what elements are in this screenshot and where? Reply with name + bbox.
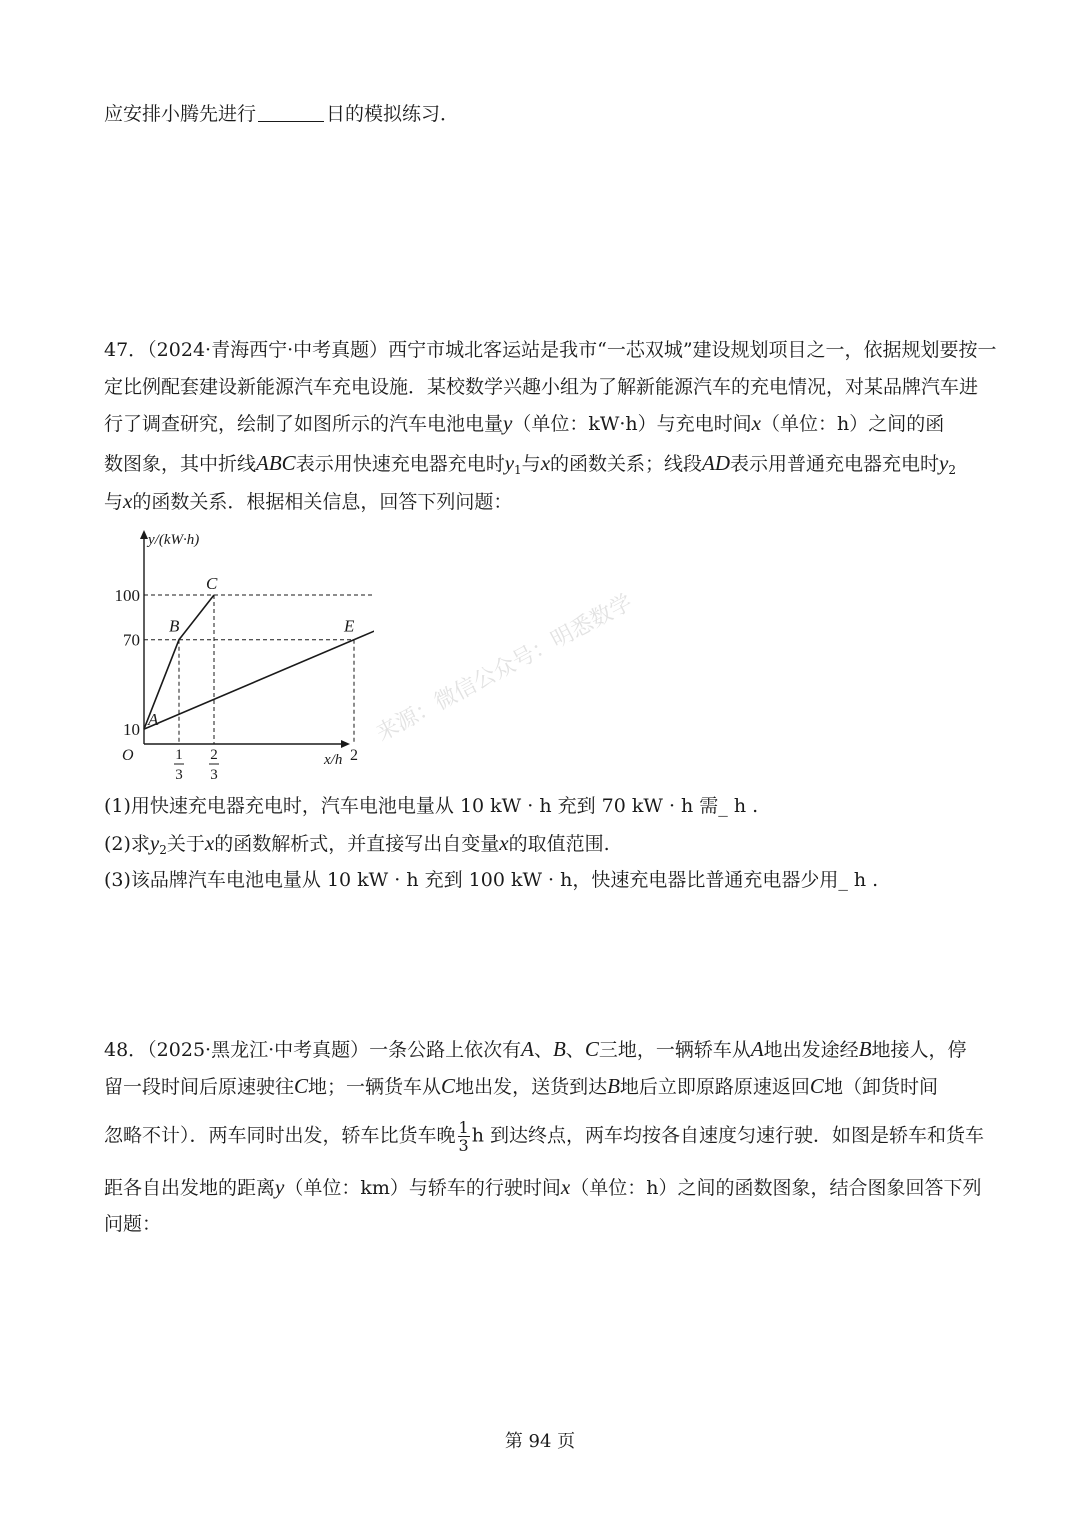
x-tick-numerator: 2 [210,747,218,763]
watermark: 来源：微信公众号：明悉数学 [372,590,637,747]
page-number: 第 94 页 [504,1431,576,1452]
previous-question-tail: 应安排小腾先进行 日的模拟练习． [104,103,460,125]
q48-line-4: 距各自出发地的距离y（单位：km）与轿车的行驶时间x（单位：h）之间的函数图象，结合图象回答下列 [104,1175,982,1199]
point-label-e: E [344,616,355,636]
q48-line-5: 问题： [104,1213,162,1235]
q47-line-1: 47．（2024·青海西宁·中考真题）西宁市城北客运站是我市“一芯双城”建设规划项目之一，依据规划要按一 [104,339,997,361]
point-label-a: A [148,710,159,730]
q48-line-3: 忽略不计）．两车同时出发，轿车比货车晚 $\frac{1}{3}$ h 到达终点，两车均按各自速度匀速行驶．如图是轿车和货车 [104,1118,984,1155]
y-axis-arrow [140,530,148,539]
axes [140,530,350,748]
origin-label: O [122,747,134,764]
x-axis-title: x/h [324,752,343,768]
y-tick-label: 10 [123,720,140,740]
point-label-c: C [206,574,218,593]
x-axis-arrow [341,740,350,748]
q47-line-5: 与x的函数关系．根据相关信息，回答下列问题： [104,489,513,513]
answer-blank [258,103,324,122]
q47-sub-1: (1)用快速充电器充电时，汽车电池电量从 10 kW · h 充到 70 kW · h 需_ h . [104,795,759,817]
y-axis-title: y/(kW·h) [148,532,200,548]
x-tick-denominator: 3 [210,767,218,782]
fraction-one-third: $\frac{1}{3}$ [458,1118,469,1155]
y-tick-label: 70 [123,630,140,650]
q48-line-2: 留一段时间后原速驶往C地；一辆货车从C地出发，送货到达B地后立即原路原速返回C地（卸货时间 [104,1074,938,1098]
x-tick-denominator: 3 [175,767,183,782]
y-tick-label: 100 [114,586,140,605]
point-label-b: B [168,616,180,636]
x-tick-label: 2 [350,747,358,764]
q47-sub-2: (2)求$y_2$关于x的函数解析式，并直接写出自变量x的取值范围. [104,831,610,857]
q47-line-3: 行了调查研究，绘制了如图所示的汽车电池电量y（单位：kW·h）与充电时间x（单位：h）之间的函 [104,411,945,435]
q47-line-2: 定比例配套建设新能源汽车充电设施．某校数学兴趣小组为了解新能源汽车的充电情况，对某品牌汽车进 [104,376,979,398]
function-graph [104,522,374,782]
q47-sub-3: (3)该品牌汽车电池电量从 10 kW · h 充到 100 kW · h，快速充电器比普通充电器少用_ h . [104,869,879,891]
q48-line-1: 48．（2025·黑龙江·中考真题）一条公路上依次有A、B、C三地，一辆轿车从A地出发途经B地接人，停 [104,1037,967,1061]
x-tick-numerator: 1 [175,747,183,763]
q47-line-4: 数图象，其中折线ABC表示用快速充电器充电时$y_1$与x的函数关系；线段AD表示用普通充电器充电时$y_2$ [104,451,957,477]
